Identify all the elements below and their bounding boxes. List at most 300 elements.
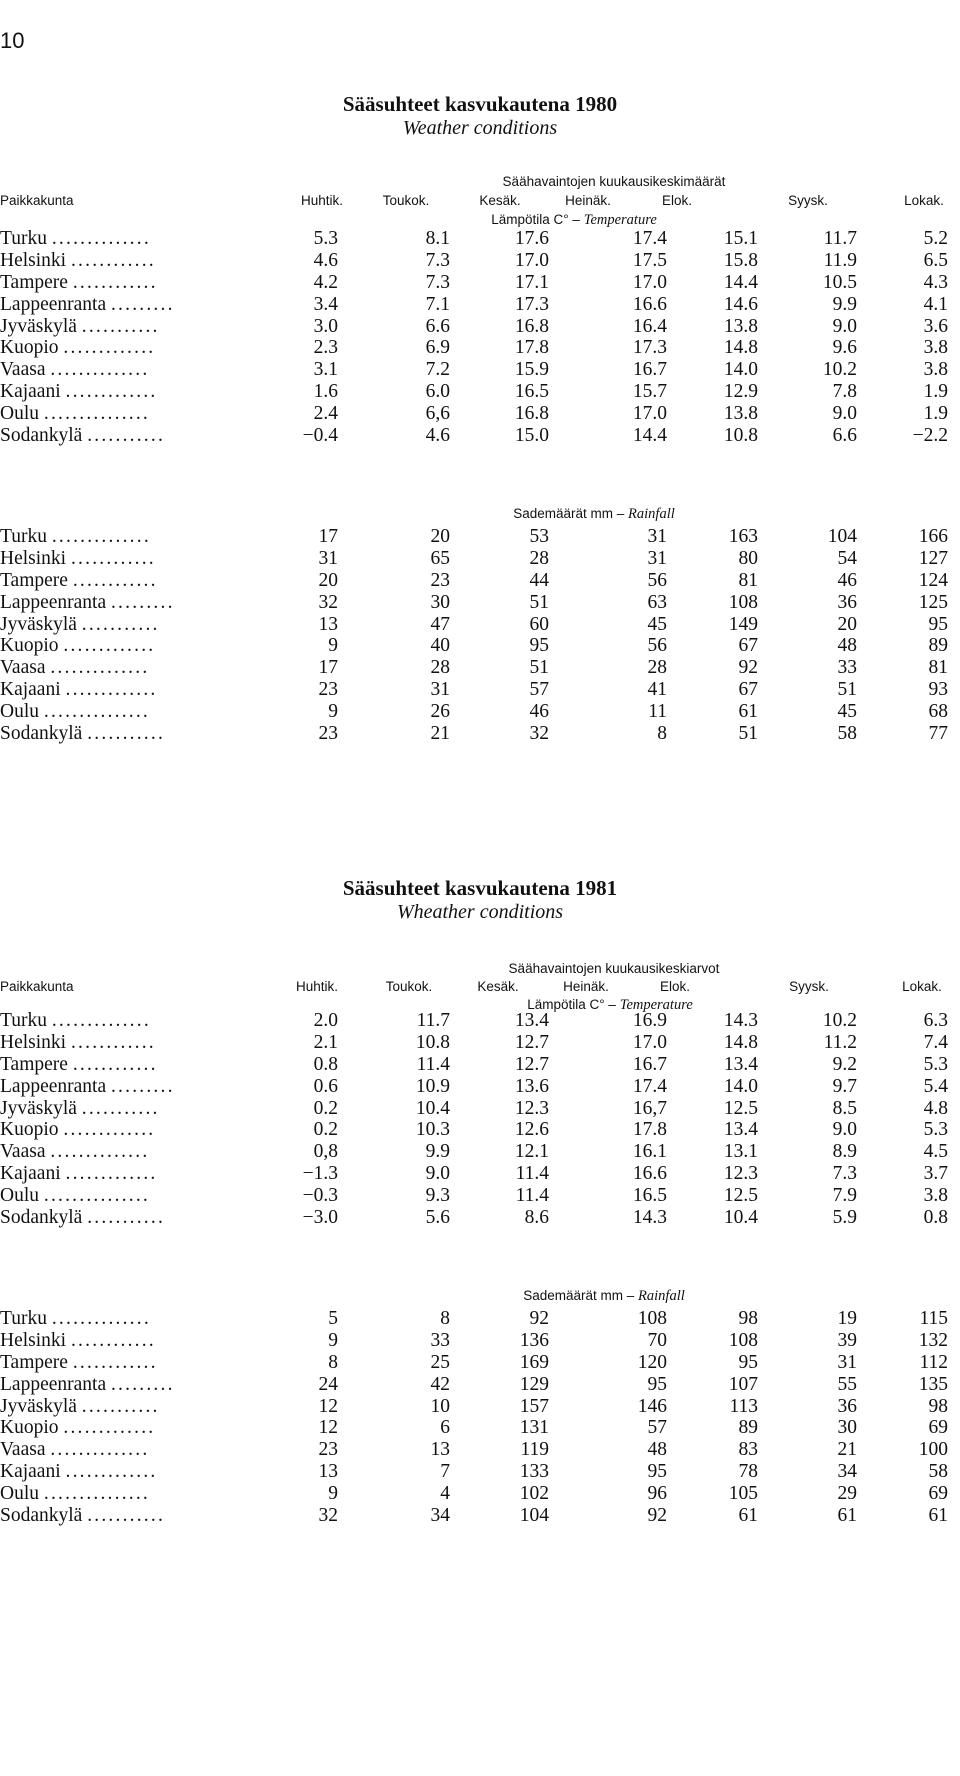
value-cell: 9.6: [832, 337, 857, 359]
value-cell: 14.6: [723, 293, 758, 315]
value-cell: 129: [519, 1373, 549, 1395]
value-cell: 28: [430, 657, 450, 679]
value-cell: 14.3: [632, 1207, 667, 1229]
value-cell: 9.0: [832, 1119, 857, 1141]
value-cell: 13.6: [514, 1075, 549, 1097]
place-name: Turku ..............: [0, 526, 151, 547]
value-cell: 17.8: [514, 337, 549, 359]
table-row: [0, 1396, 960, 1418]
value-cell: 9: [328, 1483, 338, 1505]
value-cell: 0.6: [313, 1075, 338, 1097]
place-name: Kajaani .............: [0, 1163, 158, 1185]
value-cell: 6.6: [425, 315, 450, 337]
value-cell: 8: [440, 1308, 450, 1329]
value-cell: 67: [738, 635, 758, 657]
temperature-table-1981: [0, 1010, 960, 1229]
place-name: Kajaani .............: [0, 381, 158, 403]
value-cell: 10.2: [822, 1010, 857, 1031]
temperature-label: Lämpötila C° – Temperature: [527, 997, 693, 1013]
value-cell: 20: [318, 569, 338, 591]
place-name: Tampere ............: [0, 569, 158, 591]
value-cell: 8.9: [832, 1141, 857, 1163]
value-cell: 10.5: [822, 271, 857, 293]
place-name: Lappeenranta .........: [0, 1373, 175, 1395]
table-row: [0, 614, 960, 636]
value-cell: 93: [928, 679, 948, 701]
value-cell: 12: [318, 1417, 338, 1439]
value-cell: 13.4: [723, 1119, 758, 1141]
place-name: Lappeenranta .........: [0, 1075, 175, 1097]
section-subtitle: Wheather conditions: [396, 901, 564, 923]
value-cell: 95: [738, 1351, 758, 1373]
value-cell: 105: [728, 1483, 758, 1505]
table-row: [0, 701, 960, 723]
section-subtitle: Weather conditions: [402, 117, 558, 139]
value-cell: 0.8: [313, 1053, 338, 1075]
header-place-label: Paikkakunta: [0, 193, 74, 208]
value-cell: 11.9: [823, 249, 857, 271]
value-cell: 10.8: [415, 1031, 450, 1053]
month-header: Elok.: [661, 193, 693, 208]
value-cell: 3.8: [923, 337, 948, 359]
header-group-label: Säähavaintojen kuukausikeskiarvot: [508, 961, 720, 976]
place-name: Helsinki ............: [0, 1031, 156, 1053]
value-cell: 3.7: [923, 1163, 948, 1185]
value-cell: 58: [928, 1461, 948, 1483]
value-cell: 5.4: [923, 1075, 948, 1097]
place-name: Tampere ............: [0, 271, 158, 293]
value-cell: 9.0: [832, 315, 857, 337]
value-cell: 17.1: [514, 271, 549, 293]
month-header: Huhtik.: [300, 193, 344, 208]
place-name: Lappeenranta .........: [0, 293, 175, 315]
table-row: [0, 359, 960, 381]
place-name: Oulu ...............: [0, 1483, 150, 1505]
table-row: [0, 1010, 960, 1032]
table-row: [0, 657, 960, 679]
value-cell: 10.4: [415, 1097, 450, 1119]
value-cell: 3.1: [313, 359, 338, 381]
value-cell: 17.4: [632, 1075, 667, 1097]
table-row: [0, 1330, 960, 1352]
value-cell: 17.8: [632, 1119, 667, 1141]
section-1981-titles: [0, 876, 960, 924]
value-cell: 41: [647, 679, 667, 701]
value-cell: 17.3: [514, 293, 549, 315]
value-cell: 13.8: [723, 315, 758, 337]
value-cell: 61: [837, 1505, 857, 1527]
value-cell: 1.9: [923, 403, 948, 425]
value-cell: 146: [637, 1395, 667, 1417]
value-cell: 4.8: [923, 1097, 948, 1119]
value-cell: 5.3: [313, 228, 338, 249]
value-cell: 29: [837, 1483, 857, 1505]
value-cell: 51: [529, 591, 549, 613]
value-cell: 14.4: [723, 271, 758, 293]
table-row: [0, 1308, 960, 1330]
value-cell: 20: [430, 526, 450, 547]
month-header: Toukok.: [382, 193, 430, 208]
value-cell: 21: [430, 723, 450, 745]
month-header: Lokak.: [904, 193, 944, 208]
value-cell: 11.7: [823, 228, 857, 249]
table-row: [0, 1483, 960, 1505]
place-name: Helsinki ............: [0, 249, 156, 271]
value-cell: 56: [647, 569, 667, 591]
value-cell: 28: [647, 657, 667, 679]
value-cell: 1.9: [923, 381, 948, 403]
value-cell: 48: [837, 635, 857, 657]
value-cell: 6.5: [923, 249, 948, 271]
value-cell: 7.3: [425, 249, 450, 271]
value-cell: 8.5: [832, 1097, 857, 1119]
value-cell: 11.4: [515, 1163, 549, 1185]
value-cell: 12.6: [514, 1119, 549, 1141]
value-cell: 2.1: [313, 1031, 338, 1053]
value-cell: 12.3: [723, 1163, 758, 1185]
value-cell: 67: [738, 679, 758, 701]
month-header: Kesäk.: [477, 979, 519, 994]
value-cell: 4: [440, 1483, 450, 1505]
value-cell: 16.5: [632, 1185, 667, 1207]
value-cell: 10: [430, 1395, 450, 1417]
value-cell: 163: [728, 526, 758, 547]
value-cell: 13.8: [723, 403, 758, 425]
value-cell: 40: [430, 635, 450, 657]
place-name: Sodankylä ...........: [0, 425, 166, 447]
value-cell: 45: [837, 701, 857, 723]
value-cell: 108: [728, 1329, 758, 1351]
value-cell: 135: [918, 1373, 948, 1395]
value-cell: 16.9: [632, 1010, 667, 1031]
place-name: Tampere ............: [0, 1053, 158, 1075]
value-cell: 7.3: [832, 1163, 857, 1185]
value-cell: 61: [738, 1505, 758, 1527]
place-name: Vaasa ..............: [0, 657, 150, 679]
value-cell: 17.0: [514, 249, 549, 271]
value-cell: 46: [837, 569, 857, 591]
value-cell: 0.8: [923, 1207, 948, 1229]
value-cell: 78: [738, 1461, 758, 1483]
value-cell: 70: [647, 1329, 667, 1351]
place-name: Jyväskylä ...........: [0, 1395, 160, 1417]
value-cell: 10.9: [415, 1075, 450, 1097]
table-row: [0, 1076, 960, 1098]
value-cell: 31: [430, 679, 450, 701]
value-cell: 102: [519, 1483, 549, 1505]
rainfall-table-1981: [0, 1308, 960, 1527]
value-cell: 13: [318, 613, 338, 635]
value-cell: 34: [430, 1505, 450, 1527]
value-cell: 23: [318, 1439, 338, 1461]
month-header: Heinäk.: [565, 193, 611, 208]
value-cell: 15.8: [723, 249, 758, 271]
value-cell: 95: [529, 635, 549, 657]
value-cell: 15.0: [514, 425, 549, 447]
place-name: Turku ..............: [0, 1010, 151, 1031]
value-cell: 81: [738, 569, 758, 591]
value-cell: 9.2: [832, 1053, 857, 1075]
value-cell: 4.5: [923, 1141, 948, 1163]
value-cell: 17.3: [632, 337, 667, 359]
value-cell: 132: [918, 1329, 948, 1351]
value-cell: 54: [837, 547, 857, 569]
value-cell: 69: [928, 1417, 948, 1439]
value-cell: 5.3: [923, 1119, 948, 1141]
place-name: Kajaani .............: [0, 679, 158, 701]
temperature-table-1980: [0, 228, 960, 447]
value-cell: 124: [918, 569, 948, 591]
value-cell: 7.9: [832, 1185, 857, 1207]
value-cell: 42: [430, 1373, 450, 1395]
value-cell: 14.0: [723, 1075, 758, 1097]
place-name: Jyväskylä ...........: [0, 1097, 160, 1119]
month-header: Huhtik.: [295, 979, 339, 994]
temperature-label: Lämpötila C° – Temperature: [491, 212, 657, 228]
value-cell: 15.1: [723, 228, 758, 249]
value-cell: 104: [827, 526, 857, 547]
value-cell: 14.4: [632, 425, 667, 447]
value-cell: 120: [637, 1351, 667, 1373]
table-row: [0, 526, 960, 548]
value-cell: 8.6: [524, 1207, 549, 1229]
value-cell: 89: [738, 1417, 758, 1439]
value-cell: 63: [647, 591, 667, 613]
place-name: Kuopio .............: [0, 635, 156, 657]
value-cell: 6.9: [425, 337, 450, 359]
value-cell: 95: [647, 1461, 667, 1483]
table-row: [0, 381, 960, 403]
value-cell: 81: [928, 657, 948, 679]
table-row: [0, 1119, 960, 1141]
value-cell: 11.4: [416, 1053, 450, 1075]
value-cell: 9.7: [832, 1075, 857, 1097]
value-cell: 95: [928, 613, 948, 635]
value-cell: 7.8: [832, 381, 857, 403]
place-name: Tampere ............: [0, 1351, 158, 1373]
month-header: Kesäk.: [479, 193, 521, 208]
value-cell: 17: [318, 657, 338, 679]
value-cell: 166: [918, 526, 948, 547]
value-cell: 9: [328, 701, 338, 723]
value-cell: 17.0: [632, 1031, 667, 1053]
value-cell: 4.3: [923, 271, 948, 293]
value-cell: 21: [837, 1439, 857, 1461]
value-cell: 16.8: [514, 403, 549, 425]
table-row: [0, 570, 960, 592]
value-cell: 13.4: [723, 1053, 758, 1075]
value-cell: 51: [529, 657, 549, 679]
value-cell: −0.4: [302, 425, 338, 447]
value-cell: 7: [440, 1461, 450, 1483]
table-row: [0, 1098, 960, 1120]
value-cell: 53: [529, 526, 549, 547]
month-header: Elok.: [659, 979, 691, 994]
page-number: 10: [0, 28, 25, 53]
value-cell: 5.3: [923, 1053, 948, 1075]
value-cell: 17.6: [514, 228, 549, 249]
place-name: Lappeenranta .........: [0, 591, 175, 613]
value-cell: 23: [318, 723, 338, 745]
month-header: Syysk.: [789, 979, 829, 994]
value-cell: 127: [918, 547, 948, 569]
value-cell: 10.3: [415, 1119, 450, 1141]
value-cell: 9.9: [425, 1141, 450, 1163]
value-cell: 17.5: [632, 249, 667, 271]
value-cell: 19: [837, 1308, 857, 1329]
place-name: Turku ..............: [0, 228, 151, 249]
value-cell: 7.2: [425, 359, 450, 381]
value-cell: 4.1: [923, 293, 948, 315]
value-cell: 16.6: [632, 1163, 667, 1185]
value-cell: 33: [837, 657, 857, 679]
value-cell: 12.3: [514, 1097, 549, 1119]
value-cell: 56: [647, 635, 667, 657]
table-row: [0, 1374, 960, 1396]
header-place-label: Paikkakunta: [0, 979, 74, 994]
value-cell: 12.9: [723, 381, 758, 403]
place-name: Jyväskylä ...........: [0, 315, 160, 337]
value-cell: 23: [318, 679, 338, 701]
value-cell: 7.1: [425, 293, 450, 315]
table-row: [0, 316, 960, 338]
value-cell: 157: [519, 1395, 549, 1417]
value-cell: 32: [318, 1505, 338, 1527]
value-cell: 112: [919, 1351, 948, 1373]
table-row: [0, 272, 960, 294]
value-cell: 3.8: [923, 1185, 948, 1207]
value-cell: 65: [430, 547, 450, 569]
place-name: Kuopio .............: [0, 337, 156, 359]
value-cell: 14.8: [723, 1031, 758, 1053]
value-cell: 32: [318, 591, 338, 613]
value-cell: 1.6: [313, 381, 338, 403]
value-cell: 8: [657, 723, 667, 745]
table-row: [0, 1417, 960, 1439]
table-row: [0, 1032, 960, 1054]
value-cell: 4.6: [313, 249, 338, 271]
value-cell: 96: [647, 1483, 667, 1505]
value-cell: 11.2: [823, 1031, 857, 1053]
value-cell: 3.0: [313, 315, 338, 337]
place-name: Vaasa ..............: [0, 1439, 150, 1461]
value-cell: 10.4: [723, 1207, 758, 1229]
place-name: Jyväskylä ...........: [0, 613, 160, 635]
table-row: [0, 1505, 960, 1527]
table-row: [0, 1185, 960, 1207]
value-cell: 25: [430, 1351, 450, 1373]
value-cell: 30: [430, 591, 450, 613]
value-cell: 7.3: [425, 271, 450, 293]
place-name: Sodankylä ...........: [0, 1505, 166, 1527]
value-cell: 46: [529, 701, 549, 723]
value-cell: 119: [520, 1439, 549, 1461]
value-cell: 4.2: [313, 271, 338, 293]
value-cell: 20: [837, 613, 857, 635]
value-cell: 92: [529, 1308, 549, 1329]
value-cell: −2.2: [912, 425, 948, 447]
value-cell: 16.7: [632, 359, 667, 381]
value-cell: 104: [519, 1505, 549, 1527]
value-cell: 60: [529, 613, 549, 635]
value-cell: 80: [738, 547, 758, 569]
value-cell: 14.3: [723, 1010, 758, 1031]
table-row: [0, 425, 960, 447]
value-cell: 95: [647, 1373, 667, 1395]
rainfall-label: Sademäärät mm – Rainfall: [523, 1288, 685, 1304]
value-cell: 12.1: [514, 1141, 549, 1163]
header-group-label: Säähavaintojen kuukausikeskimäärät: [502, 174, 726, 189]
value-cell: 16,7: [632, 1097, 667, 1119]
value-cell: 83: [738, 1439, 758, 1461]
table-row: [0, 1163, 960, 1185]
value-cell: 5: [328, 1308, 338, 1329]
table-row: [0, 1439, 960, 1461]
value-cell: 10.2: [822, 359, 857, 381]
value-cell: 61: [738, 701, 758, 723]
value-cell: 31: [647, 526, 667, 547]
value-cell: 7.4: [923, 1031, 948, 1053]
place-name: Vaasa ..............: [0, 359, 150, 381]
value-cell: 3.8: [923, 359, 948, 381]
value-cell: 55: [837, 1373, 857, 1395]
value-cell: 10.8: [723, 425, 758, 447]
value-cell: 2.4: [313, 403, 338, 425]
section-title: Sääsuhteet kasvukautena 1980: [342, 92, 618, 116]
value-cell: 11: [648, 701, 667, 723]
value-cell: 17.0: [632, 271, 667, 293]
value-cell: 31: [837, 1351, 857, 1373]
table-row: [0, 228, 960, 250]
value-cell: 108: [637, 1308, 667, 1329]
value-cell: 77: [928, 723, 948, 745]
value-cell: 169: [519, 1351, 549, 1373]
value-cell: 23: [430, 569, 450, 591]
value-cell: 12: [318, 1395, 338, 1417]
place-name: Kuopio .............: [0, 1417, 156, 1439]
value-cell: 8.1: [425, 228, 450, 249]
month-header: Lokak.: [902, 979, 942, 994]
value-cell: 16.5: [514, 381, 549, 403]
value-cell: 16.8: [514, 315, 549, 337]
value-cell: 48: [647, 1439, 667, 1461]
value-cell: 12.7: [514, 1031, 549, 1053]
value-cell: 92: [738, 657, 758, 679]
table-row: [0, 679, 960, 701]
value-cell: 113: [729, 1395, 758, 1417]
table-row: [0, 1141, 960, 1163]
value-cell: 9.0: [832, 403, 857, 425]
place-name: Oulu ...............: [0, 701, 150, 723]
place-name: Oulu ...............: [0, 403, 150, 425]
table-row: [0, 635, 960, 657]
value-cell: 5.2: [923, 228, 948, 249]
table-row: [0, 592, 960, 614]
value-cell: 133: [519, 1461, 549, 1483]
rainfall-label: Sademäärät mm – Rainfall: [513, 506, 675, 522]
value-cell: 17.0: [632, 403, 667, 425]
value-cell: 136: [519, 1329, 549, 1351]
place-name: Kuopio .............: [0, 1119, 156, 1141]
section-title: Sääsuhteet kasvukautena 1981: [342, 876, 618, 900]
value-cell: 16.7: [632, 1053, 667, 1075]
value-cell: 3.4: [313, 293, 338, 315]
value-cell: 36: [837, 591, 857, 613]
value-cell: 9.3: [425, 1185, 450, 1207]
table-row: [0, 403, 960, 425]
value-cell: 13: [318, 1461, 338, 1483]
place-name: Helsinki ............: [0, 547, 156, 569]
